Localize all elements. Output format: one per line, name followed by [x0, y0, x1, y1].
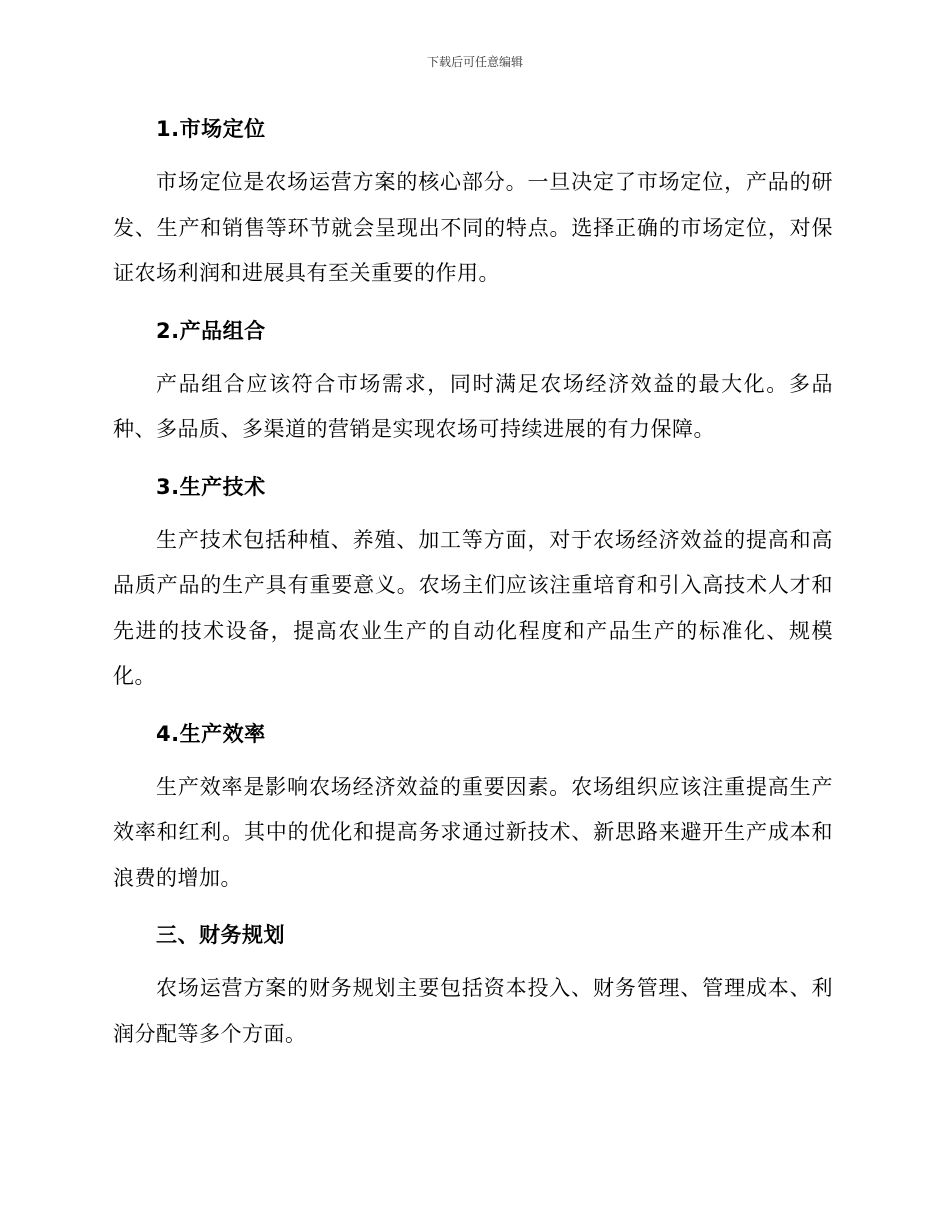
section-financial-planning — [113, 916, 833, 1057]
section-paragraph: 生产效率是影响农场经济效益的重要因素。农场组织应该注重提高生产效率和红利。其中的优化和提高务求通过新技术、新思路来避开生产成本和浪费的增加。 — [113, 774, 833, 890]
page-header: 下载后可任意编辑 — [426, 55, 523, 69]
document-body — [113, 110, 833, 1057]
section-market-positioning — [113, 110, 833, 297]
section-heading: 1.市场定位 — [156, 117, 266, 141]
section-paragraph: 市场定位是农场运营方案的核心部分。一旦决定了市场定位，产品的研发、生产和销售等环节就会呈现出不同的特点。选择正确的市场定位，对保证农场利润和进展具有至关重要的作用。 — [113, 170, 833, 285]
section-production-technology — [113, 468, 833, 700]
section-heading: 3.生产技术 — [156, 474, 266, 499]
section-heading: 2.产品组合 — [156, 318, 266, 343]
section-paragraph: 农场运营方案的财务规划主要包括资本投入、财务管理、管理成本、利润分配等多个方面。 — [113, 976, 833, 1046]
section-production-efficiency — [113, 715, 833, 902]
section-paragraph: 生产技术包括种植、养殖、加工等方面，对于农场经济效益的提高和高品质产品的生产具有重要意义。农场主们应该注重培育和引入高技术人才和先进的技术设备，提高农业生产的自动化程度和产品生产的标准化、规模化。 — [113, 527, 833, 688]
section-heading: 4.生产效率 — [156, 721, 266, 746]
section-product-mix — [113, 312, 833, 453]
section-paragraph: 产品组合应该符合市场需求，同时满足农场经济效益的最大化。多品种、多品质、多渠道的营销是实现农场可持续进展的有力保障。 — [113, 371, 833, 441]
section-heading: 三、财务规划 — [156, 923, 285, 947]
